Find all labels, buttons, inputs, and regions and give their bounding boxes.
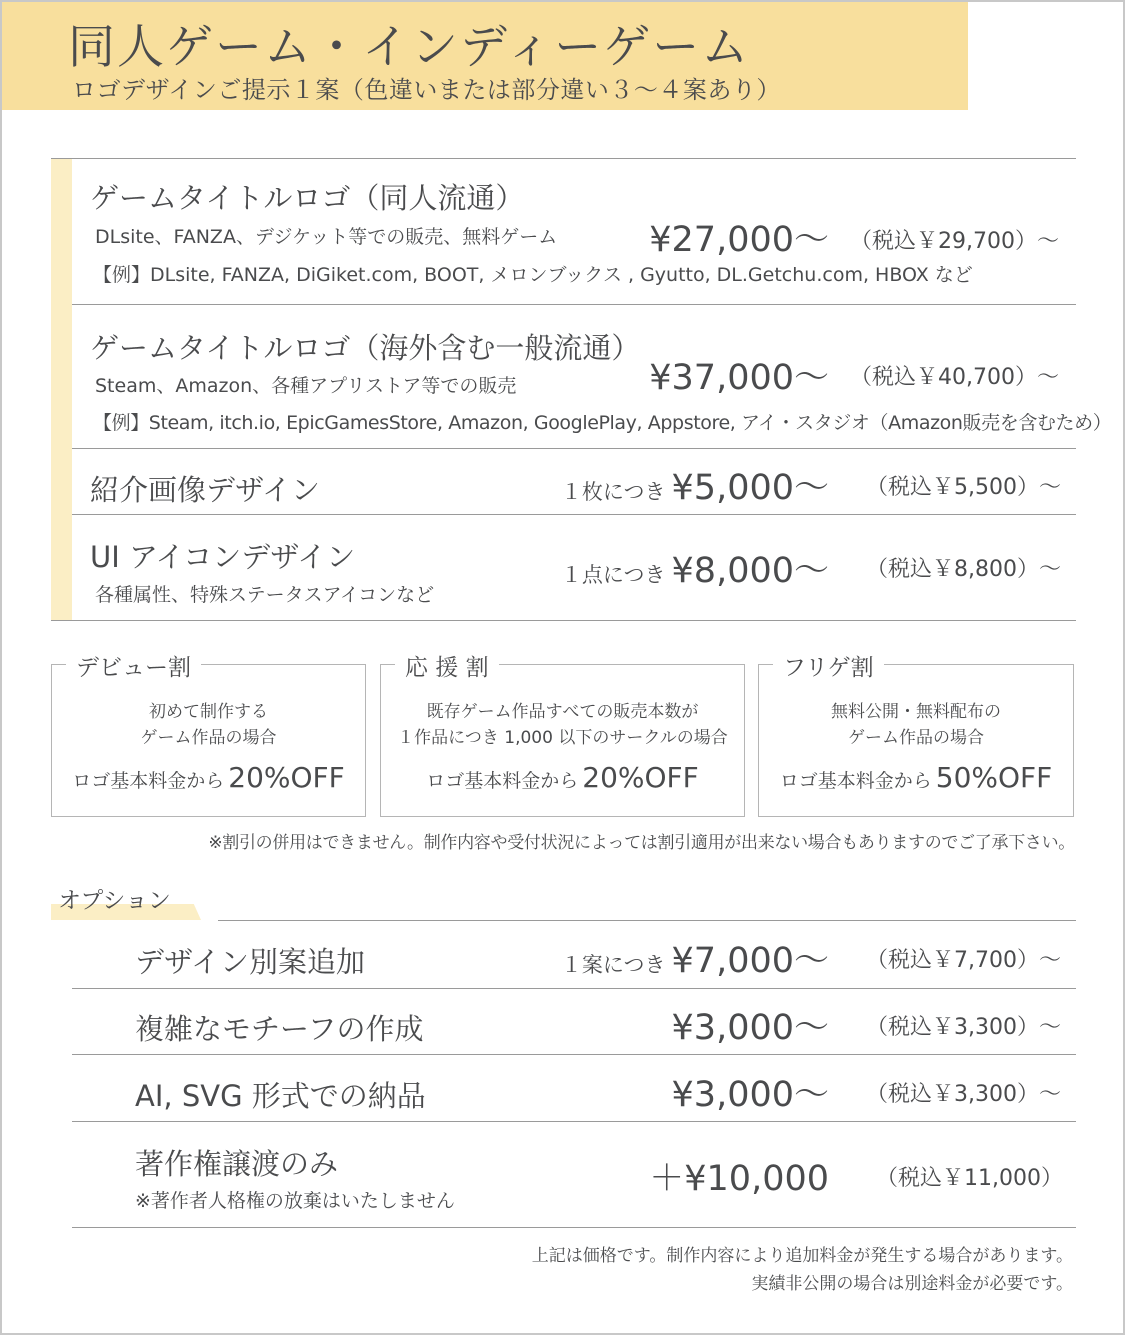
divider [218, 920, 1076, 921]
discount-offer [381, 761, 744, 794]
item-desc: Steam、Amazon、各種アプリストア等での販売 [95, 375, 517, 397]
discount-offer-label: ロゴ基本料金から [426, 770, 579, 792]
option-price-value: ¥7,000～ [671, 941, 829, 981]
page-subtitle: ロゴデザインご提示１案（色違いまたは部分違い３～４案あり） [72, 76, 781, 104]
item-tax: （税込￥8,800）～ [866, 557, 1061, 582]
divider [72, 514, 1076, 515]
divider [51, 620, 1076, 621]
option-price [561, 933, 829, 983]
item-example: 【例】Steam, itch.io, EpicGamesStore, Amazon, GooglePlay, Appstore, アイ・スタジオ（Amazon販売を含むため） [93, 412, 1112, 434]
option-price-value: ＋¥10,000 [649, 1159, 829, 1199]
item-example: 【例】DLsite, FANZA, DiGiket.com, BOOT, メロンブックス , Gyutto, DL.Getchu.com, HBOX など [93, 264, 973, 286]
option-price-value: ¥3,000～ [671, 1008, 829, 1048]
item-price [561, 460, 829, 510]
footer-note: 実績非公開の場合は別途料金が必要です。 [751, 1274, 1073, 1294]
discount-offer [52, 761, 365, 794]
divider [72, 1227, 1076, 1228]
discount-condition: 初めて制作する [149, 702, 268, 722]
option-price-prefix: １案につき [560, 953, 666, 977]
page-title: 同人ゲーム・インディーゲーム [68, 20, 751, 75]
item-desc: 各種属性、特殊ステータスアイコンなど [95, 584, 435, 606]
option-price-value: ¥3,000～ [671, 1075, 829, 1115]
option-title: デザイン別案追加 [135, 945, 365, 979]
discount-offer-value: 20%OFF [228, 761, 345, 794]
item-price-value: ¥27,000～ [649, 220, 829, 260]
divider [51, 158, 1076, 159]
main-accent-bar [51, 158, 72, 621]
item-title: ゲームタイトルロゴ（海外含む一般流通） [90, 331, 641, 365]
option-title: 著作権譲渡のみ [135, 1147, 339, 1181]
discount-condition: ゲーム作品の場合 [140, 728, 277, 748]
discount-box-freegame [758, 655, 1074, 817]
item-desc: DLsite、FANZA、デジケット等での販売、無料ゲーム [95, 226, 558, 248]
divider [72, 1054, 1076, 1055]
discount-offer-value: 50%OFF [935, 761, 1053, 794]
item-price-prefix: １枚につき [560, 480, 666, 504]
discount-title: フリゲ割 [773, 649, 884, 682]
options-label: オプション [58, 888, 171, 914]
option-price [649, 1151, 829, 1201]
discount-offer [759, 761, 1073, 794]
discount-box-debut [51, 655, 366, 817]
discount-condition: ゲーム作品の場合 [848, 728, 984, 748]
option-price [672, 1067, 829, 1117]
discount-title: デビュー割 [66, 649, 201, 682]
option-tax: （税込￥3,300）～ [866, 1082, 1061, 1107]
option-tax: （税込￥3,300）～ [866, 1015, 1061, 1040]
item-price-value: ¥8,000～ [671, 551, 829, 591]
discount-offer-label: ロゴ基本料金から [779, 770, 932, 792]
option-tax: （税込￥7,700）～ [866, 948, 1061, 973]
footer-note: 上記は価格です。制作内容により追加料金が発生する場合があります。 [531, 1246, 1073, 1266]
option-title: AI, SVG 形式での納品 [135, 1079, 426, 1113]
item-price-value: ¥37,000～ [649, 358, 829, 398]
item-tax: （税込￥5,500）～ [866, 475, 1061, 500]
discount-condition: 無料公開・無料配布の [831, 702, 1001, 722]
item-price-value: ¥5,000～ [671, 468, 829, 508]
discount-offer-label: ロゴ基本料金から [72, 770, 225, 792]
divider [72, 448, 1076, 449]
discount-box-support [380, 655, 745, 817]
header-banner [2, 2, 968, 110]
option-tax: （税込￥11,000） [876, 1166, 1063, 1191]
item-price [649, 212, 829, 262]
divider [72, 988, 1076, 989]
item-title: ゲームタイトルロゴ（同人流通） [90, 181, 525, 215]
discount-condition: 既存ゲーム作品すべての販売本数が [426, 702, 699, 722]
item-title: 紹介画像デザイン [90, 473, 320, 507]
discount-condition: １作品につき 1,000 以下のサークルの場合 [397, 728, 728, 748]
divider [72, 304, 1076, 305]
item-price-prefix: １点につき [560, 563, 666, 587]
option-title: 複雑なモチーフの作成 [135, 1012, 424, 1046]
divider [72, 1121, 1076, 1122]
discount-title: 応 援 割 [395, 649, 499, 682]
item-title: UI アイコンデザイン [90, 540, 356, 574]
item-tax: （税込￥40,700）～ [850, 365, 1059, 390]
option-subnote: ※著作者人格権の放棄はいたしません [135, 1190, 455, 1212]
discount-offer-value: 20%OFF [582, 761, 699, 794]
discount-note: ※割引の併用はできません。制作内容や受付状況によっては割引適用が出来ない場合もありますのでご了承下さい。 [208, 833, 1075, 853]
item-tax: （税込￥29,700）～ [850, 229, 1059, 254]
item-price [561, 543, 829, 593]
option-price [672, 1000, 829, 1050]
item-price [649, 350, 829, 400]
